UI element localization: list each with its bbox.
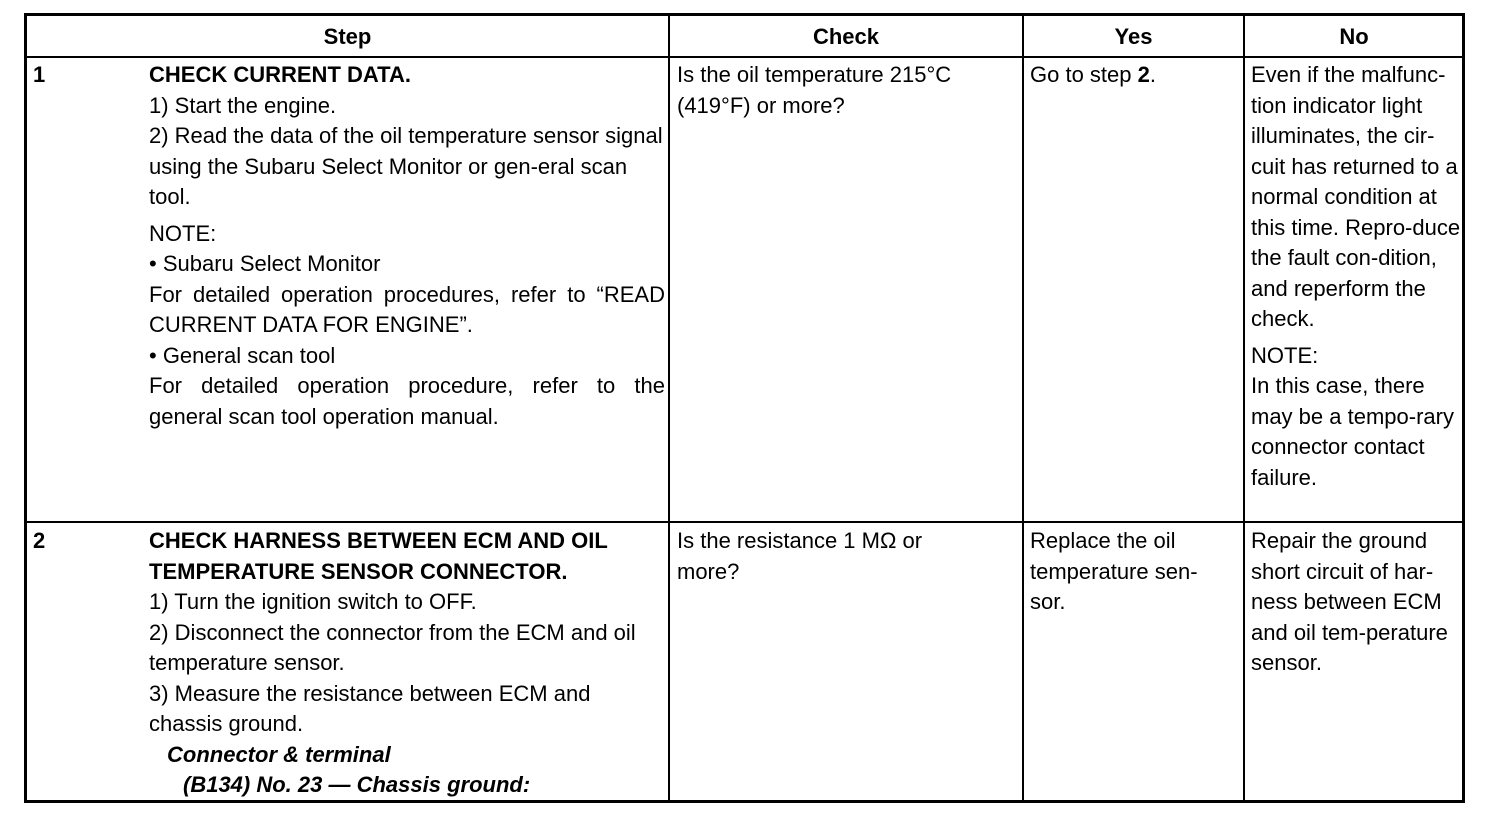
step-instruction: 1) Turn the ignition switch to OFF. [149, 589, 477, 614]
diagnostic-table [24, 13, 1465, 803]
spec-label: Connector & terminal [167, 741, 391, 767]
step-description [149, 526, 665, 801]
step-instruction: 3) Measure the resistance between ECM and chassis ground. [149, 680, 591, 736]
header-check: Check [812, 24, 880, 49]
note-line: For detailed operation procedures, refer to “READ CURRENT DATA FOR ENGINE”. [149, 281, 665, 337]
note-line: • General scan tool [149, 342, 336, 368]
column-divider [1243, 16, 1245, 800]
header-no: No [1339, 24, 1369, 49]
yes-text [1030, 60, 1238, 91]
yes-text: Replace the oil temperature sen-sor. [1030, 528, 1198, 614]
step-instruction: 2) Disconnect the connector from the ECM and oil temperature sensor. [149, 619, 636, 675]
header-step: Step [323, 24, 372, 49]
check-text: Is the oil temperature 215°C (419°F) or more? [677, 62, 952, 118]
no-text [1251, 60, 1461, 493]
column-divider [668, 16, 670, 800]
row-divider [27, 521, 1462, 523]
no-text: Repair the ground short circuit of har-ness between ECM and oil tem-perature sensor. [1251, 528, 1448, 675]
spec-value: (B134) No. 23 — Chassis ground: [183, 772, 531, 797]
step-number: 2 [33, 528, 46, 553]
step-instruction: 2) Read the data of the oil temperature sensor signal using the Subaru Select Monitor or gen-eral scan tool. [149, 123, 663, 209]
no-note-text: In this case, there may be a tempo-rary connector contact failure. [1251, 373, 1454, 490]
header-yes: Yes [1114, 24, 1153, 49]
note-label: NOTE: [149, 220, 217, 246]
step-number: 1 [33, 62, 46, 87]
yes-step-link: 2 [1137, 62, 1150, 87]
yes-prefix: Go to step [1030, 62, 1138, 87]
step-instruction: 1) Start the engine. [149, 92, 337, 118]
yes-suffix: . [1149, 62, 1156, 87]
note-line: For detailed operation procedure, refer to the general scan tool operation manual. [149, 373, 665, 429]
no-body: Even if the malfunc-tion indicator light illuminates, the cir-cuit has returned to a normal condition at this time. Repro-duce the fault con-dition, and reperform the check. [1251, 62, 1461, 331]
check-text: Is the resistance 1 MΩ or more? [677, 528, 923, 584]
no-note-label: NOTE: [1251, 342, 1319, 368]
step-title: CHECK HARNESS BETWEEN ECM AND OIL TEMPERATURE SENSOR CONNECTOR. [149, 528, 608, 584]
step-description [149, 60, 665, 432]
step-title: CHECK CURRENT DATA. [149, 62, 411, 87]
column-divider [1022, 16, 1024, 800]
note-line: • Subaru Select Monitor [149, 251, 381, 276]
